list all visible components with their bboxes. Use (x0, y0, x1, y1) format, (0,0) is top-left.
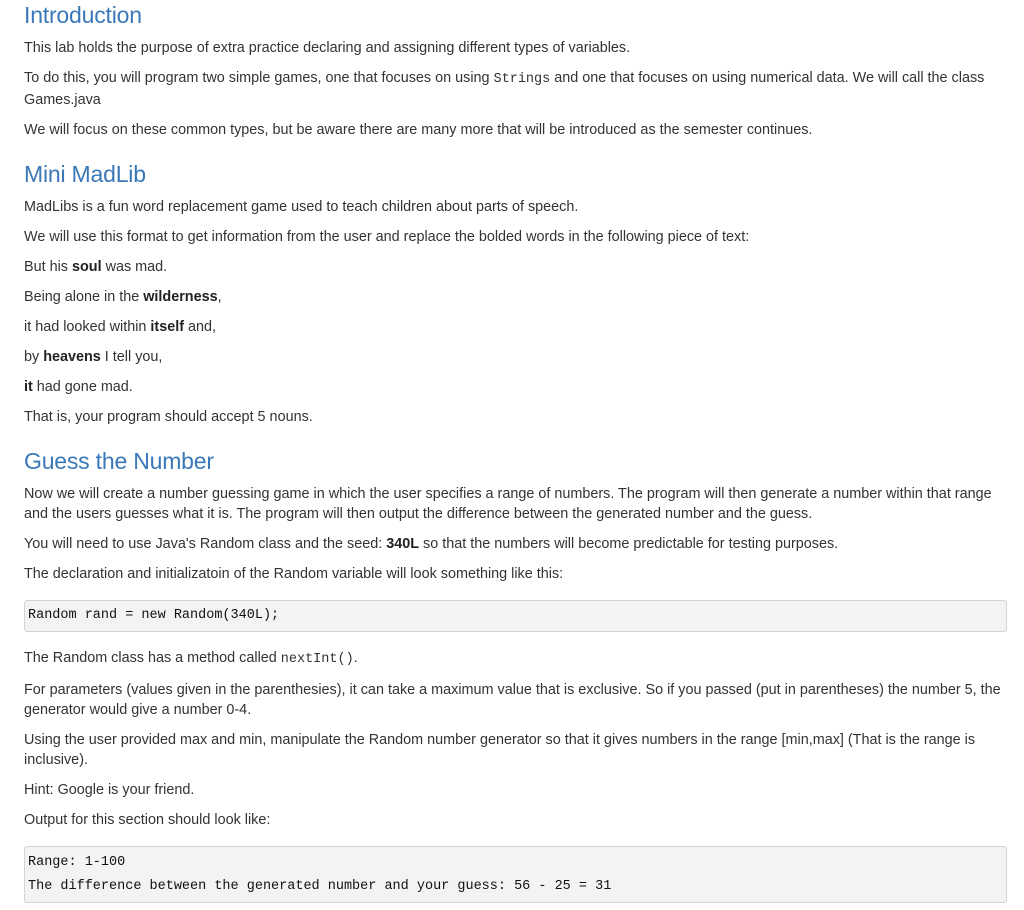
guess-paragraph-4 (24, 648, 1007, 670)
madlib-line-text: I tell you, (100, 349, 163, 365)
madlib-line-text: , (217, 289, 222, 305)
madlib-line-4 (24, 347, 1007, 367)
madlib-line-text: had gone mad. (32, 379, 133, 395)
seed-bold: 340L (386, 536, 420, 552)
code-block-output (24, 846, 1007, 903)
madlib-paragraph-3: That is, your program should accept 5 nouns. (24, 409, 313, 425)
madlib-bold-word: wilderness (143, 289, 218, 305)
madlib-paragraph-2: We will use this format to get information from the user and replace the bolded words in the following piece of text: (24, 229, 750, 245)
madlib-bold-word: heavens (43, 349, 101, 365)
guess-paragraph-3: The declaration and initializatoin of the Random variable will look something like this: (24, 566, 564, 582)
intro-p2-text-after: and one that focuses on using numerical data. We will call the class Games.java (24, 70, 985, 108)
madlib-line-5 (24, 377, 1007, 397)
guess-paragraph-8: Output for this section should look like: (24, 812, 271, 828)
code-line: The difference between the generated number and your guess: 56 - 25 = 31 (28, 879, 612, 894)
guess-paragraph-1: Now we will create a number guessing game in which the user specifies a range of numbers. The program will then generate a number within that range and the users guesses what it is. The program will then output the difference between the generated number and the guess. (24, 486, 992, 522)
guess-paragraph-5: For parameters (values given in the parenthesies), it can take a maximum value that is exclusive. So if you passed (put in parentheses) the number 5, the generator would give a number 0-4. (24, 682, 1001, 718)
madlib-line-3 (24, 317, 1007, 337)
heading-guess-the-number: Guess the Number (24, 448, 214, 474)
guess-p2-text-before: You will need to use Java's Random class and the seed: (24, 536, 387, 552)
guess-paragraph-2 (24, 534, 1007, 554)
code-block-random-declaration (24, 600, 1007, 632)
nextint-code: nextInt() (280, 652, 354, 667)
madlib-line-text: and, (184, 319, 217, 335)
heading-mini-madlib: Mini MadLib (24, 161, 146, 187)
madlib-line-1 (24, 257, 1007, 277)
madlib-line-2 (24, 287, 1007, 307)
code-line: Range: 1-100 (28, 855, 126, 870)
madlib-line-text: was mad. (101, 259, 168, 275)
madlib-bold-word: it (24, 379, 33, 395)
intro-paragraph-3: We will focus on these common types, but be aware there are many more that will be introduced as the semester continues. (24, 122, 813, 138)
guess-paragraph-7: Hint: Google is your friend. (24, 782, 195, 798)
madlib-line-text: by (24, 349, 44, 365)
guess-p2-text-after: so that the numbers will become predictable for testing purposes. (419, 536, 839, 552)
guess-p4-text-before: The Random class has a method called (24, 650, 281, 666)
madlib-line-text: it had looked within (24, 319, 151, 335)
intro-paragraph-2 (24, 68, 1007, 110)
guess-paragraph-6: Using the user provided max and min, manipulate the Random number generator so that it gives numbers in the range [min,max] (That is the range is inclusive). (24, 732, 976, 768)
madlib-paragraph-1: MadLibs is a fun word replacement game used to teach children about parts of speech. (24, 199, 579, 215)
heading-introduction: Introduction (24, 2, 142, 28)
guess-p4-text-after: . (353, 650, 358, 666)
intro-p2-text-before: To do this, you will program two simple games, one that focuses on using (24, 70, 494, 86)
intro-paragraph-1: This lab holds the purpose of extra practice declaring and assigning different types of variables. (24, 40, 631, 56)
madlib-line-text: Being alone in the (24, 289, 144, 305)
madlib-bold-word: soul (72, 259, 102, 275)
madlib-bold-word: itself (150, 319, 184, 335)
strings-code: Strings (493, 72, 551, 87)
code-line: Random rand = new Random(340L); (28, 608, 280, 623)
madlib-line-text: But his (24, 259, 72, 275)
